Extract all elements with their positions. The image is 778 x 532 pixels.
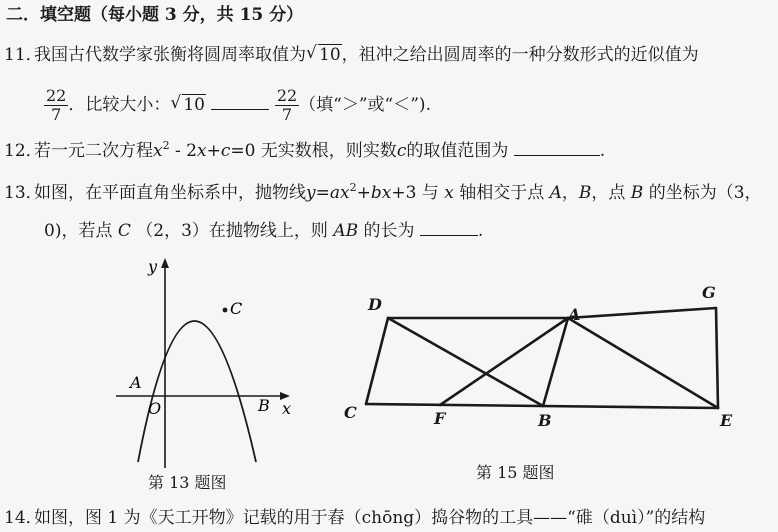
point-g-label: G xyxy=(702,283,716,302)
question-text: 轴相交于点 xyxy=(459,183,545,203)
y-axis-label: y xyxy=(148,257,158,276)
question-11-line-1 xyxy=(4,45,699,65)
point-label: B xyxy=(630,183,644,203)
segment-db xyxy=(388,318,543,406)
question-number: 13． xyxy=(4,183,43,203)
question-text: ，祖冲之给出圆周率的一种分数形式的近似值为 xyxy=(341,45,699,65)
segment-ag xyxy=(568,308,716,318)
question-12 xyxy=(4,141,605,161)
question-text: . xyxy=(477,221,484,241)
exponent: 2 xyxy=(349,181,357,194)
question-text: （2，3）在抛物线上，则 xyxy=(136,221,328,241)
question-text: 0)，若点 xyxy=(44,221,113,241)
question-text: - 2 xyxy=(169,141,197,161)
question-text: + xyxy=(206,141,221,161)
question-14 xyxy=(4,508,705,528)
question-text: ．比较大小： xyxy=(68,95,171,115)
exponent: 2 xyxy=(162,139,170,152)
answer-blank[interactable] xyxy=(420,221,478,236)
point-c-label: C xyxy=(230,299,243,318)
point-d-label: D xyxy=(368,295,382,314)
radicand: 10 xyxy=(183,95,205,115)
question-text: 如图，图 1 为《天工开物》记载的用于舂（chōng）捣谷物的工具——“碓（duì）”的结构 xyxy=(34,508,706,528)
point-e-label: E xyxy=(720,411,733,430)
question-text: =0 无实数根，则实数 xyxy=(230,141,397,161)
fraction-denominator: 7 xyxy=(51,105,62,124)
question-text: （填“＞”或“＜”). xyxy=(299,95,431,115)
question-number: 14． xyxy=(4,508,43,528)
sqrt-expression xyxy=(306,45,342,65)
math-variable: x xyxy=(444,183,454,203)
question-text: ，点 xyxy=(591,183,626,203)
point-f-label: F xyxy=(434,409,446,428)
question-number: 12． xyxy=(4,141,43,161)
question-text: 的坐标为（3， xyxy=(648,183,762,203)
point-b-label: B xyxy=(258,396,270,415)
origin-label: O xyxy=(148,399,162,418)
fraction xyxy=(44,87,68,124)
fraction-numerator: 22 xyxy=(46,86,67,105)
point-label: A xyxy=(549,183,562,203)
point-a-label: A xyxy=(568,305,581,324)
answer-blank[interactable] xyxy=(211,95,269,110)
question-text: 如图，在平面直角坐标系中，抛物线 xyxy=(34,183,306,203)
question-text: 若一元二次方程 xyxy=(34,141,153,161)
math-variable: c xyxy=(396,141,407,161)
question-11-line-2 xyxy=(44,86,431,124)
question-text: 的取值范围为 xyxy=(406,141,509,161)
segment-dc xyxy=(366,318,388,404)
math-variable: x xyxy=(153,141,163,161)
point-c-label: C xyxy=(344,403,357,422)
math-operator: = xyxy=(315,183,330,203)
segment-ge xyxy=(716,308,718,408)
point-a-label: A xyxy=(130,373,142,392)
question-text: . xyxy=(599,141,606,161)
x-axis-label: x xyxy=(282,399,292,418)
math-term: +3 xyxy=(391,183,417,203)
point-c-dot xyxy=(223,308,228,313)
fraction-numerator: 22 xyxy=(276,86,298,105)
section-title: 二．填空题（每小题 3 分，共 15 分） xyxy=(6,5,304,25)
point-label: B xyxy=(578,183,592,203)
segment-label: AB xyxy=(333,221,359,241)
question-text: 我国古代数学家张衡将圆周率取值为 xyxy=(34,45,306,65)
figure-15 xyxy=(338,280,748,440)
math-operator: + xyxy=(356,183,371,203)
question-13-line-1 xyxy=(4,183,762,203)
math-variable: y xyxy=(306,183,316,203)
point-b-label: B xyxy=(538,411,552,430)
math-variable: x xyxy=(196,141,207,161)
y-axis-arrow xyxy=(161,258,169,268)
figure-15-caption: 第 15 题图 xyxy=(476,463,555,482)
question-13-line-2 xyxy=(44,221,483,241)
question-text: ， xyxy=(561,183,579,203)
math-term: bx xyxy=(370,183,392,203)
math-variable: c xyxy=(220,141,231,161)
fraction-denominator: 7 xyxy=(281,105,293,124)
segment-ae xyxy=(568,318,718,408)
point-label: C xyxy=(117,221,131,241)
radicand: 10 xyxy=(319,45,341,65)
answer-blank[interactable] xyxy=(514,141,600,156)
geometry-lines xyxy=(366,308,718,408)
question-text: 与 xyxy=(421,183,439,203)
figure-13 xyxy=(110,250,310,482)
segment-af xyxy=(440,318,568,405)
figure-13-caption: 第 13 题图 xyxy=(148,473,227,492)
question-text: 的长为 xyxy=(363,221,415,241)
fraction xyxy=(275,87,299,124)
question-number: 11． xyxy=(4,45,43,65)
sqrt-expression xyxy=(170,86,206,124)
parabola xyxy=(138,321,256,462)
math-term: ax xyxy=(329,183,350,203)
